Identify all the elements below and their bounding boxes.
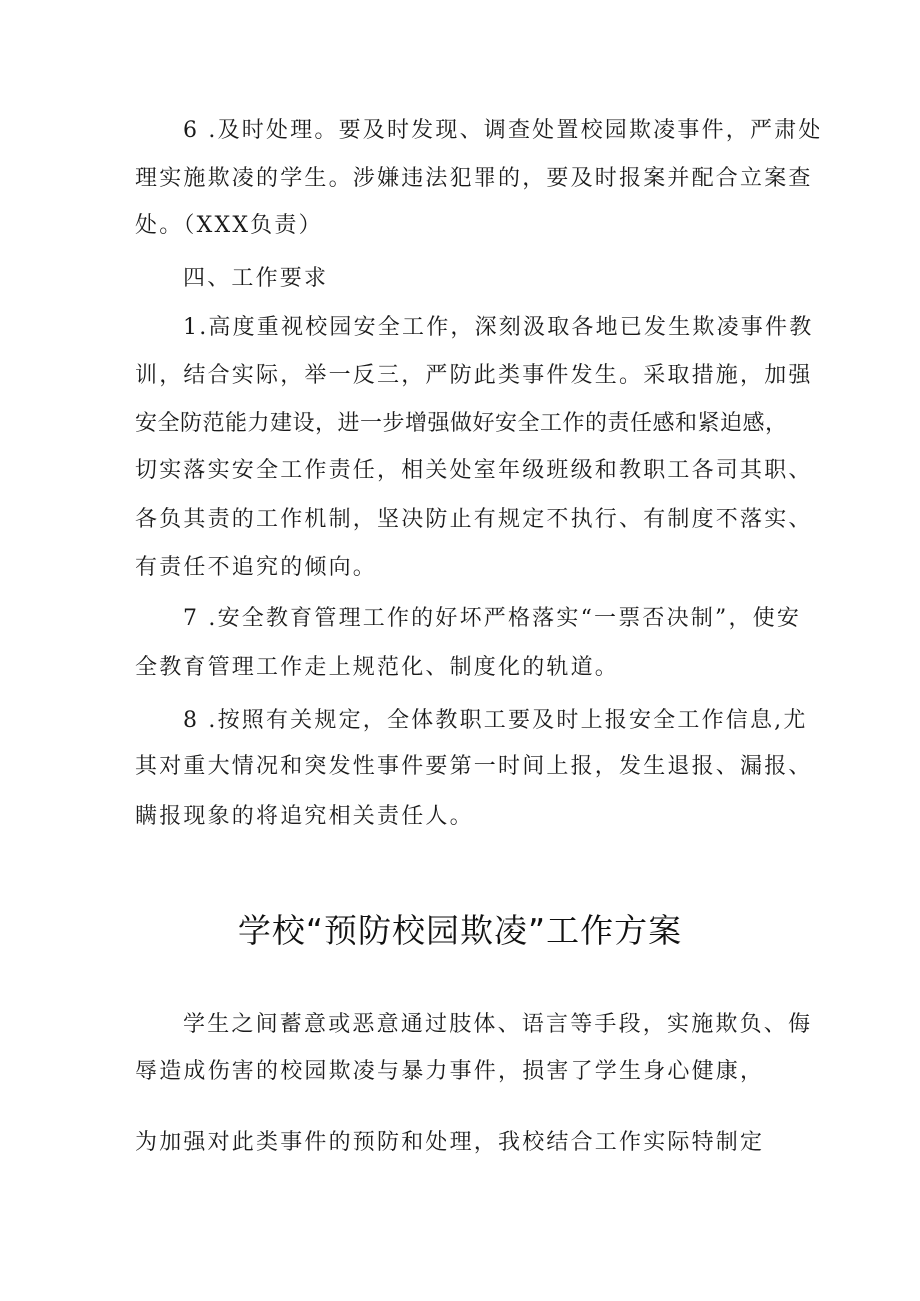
intro-line-3: 为加强对此类事件的预防和处理，我校结合工作实际特制定	[135, 1130, 765, 1155]
intro-line-2: 辱造成伤害的校园欺凌与暴力事件，损害了学生身心健康，	[135, 1059, 765, 1084]
paragraph-1-line-2: 训，结合实际，举一反三，严防此类事件发生。采取措施，加强	[135, 363, 813, 388]
section-heading-work-requirements: 四、工作要求	[183, 266, 329, 291]
intro-line-1: 学生之间蓄意或恶意通过肢体、语言等手段，实施欺负、侮	[183, 1012, 813, 1037]
paragraph-1-line-3: 安全防范能力建设，进一步增强做好安全工作的责任感和紧迫感，	[135, 411, 788, 436]
paragraph-6-line-1: 6 .及时处理。要及时发现、调查处置校园欺凌事件，严肃处	[183, 118, 823, 143]
paragraph-6-line-2: 理实施欺凌的学生。涉嫌违法犯罪的，要及时报案并配合立案查	[135, 166, 813, 191]
paragraph-1-line-1: 1.高度重视校园安全工作，深刻汲取各地已发生欺凌事件教	[183, 315, 814, 340]
document-title: 学校“预防校园欺凌”工作方案	[237, 911, 683, 950]
paragraph-1-line-6: 有责任不追究的倾向。	[135, 555, 378, 580]
paragraph-7-line-1: 7 .安全教育管理工作的好坏严格落实“一票否决制”，使安	[183, 606, 802, 631]
paragraph-1-line-5: 各负其责的工作机制，坚决防止有规定不执行、有制度不落实、	[135, 507, 813, 532]
paragraph-8-line-1: 8 .按照有关规定，全体教职工要及时上报安全工作信息,尤	[183, 708, 808, 733]
paragraph-7-line-2: 全教育管理工作走上规范化、制度化的轨道。	[135, 655, 620, 680]
paragraph-1-line-4: 切实落实安全工作责任，相关处室年级班级和教职工各司其职、	[135, 458, 813, 483]
paragraph-8-line-3: 瞒报现象的将追究相关责任人。	[135, 804, 474, 829]
paragraph-6-line-3: 处。（XXX负责）	[135, 213, 323, 238]
paragraph-8-line-2: 其对重大情况和突发性事件要第一时间上报，发生退报、漏报、	[135, 754, 813, 779]
